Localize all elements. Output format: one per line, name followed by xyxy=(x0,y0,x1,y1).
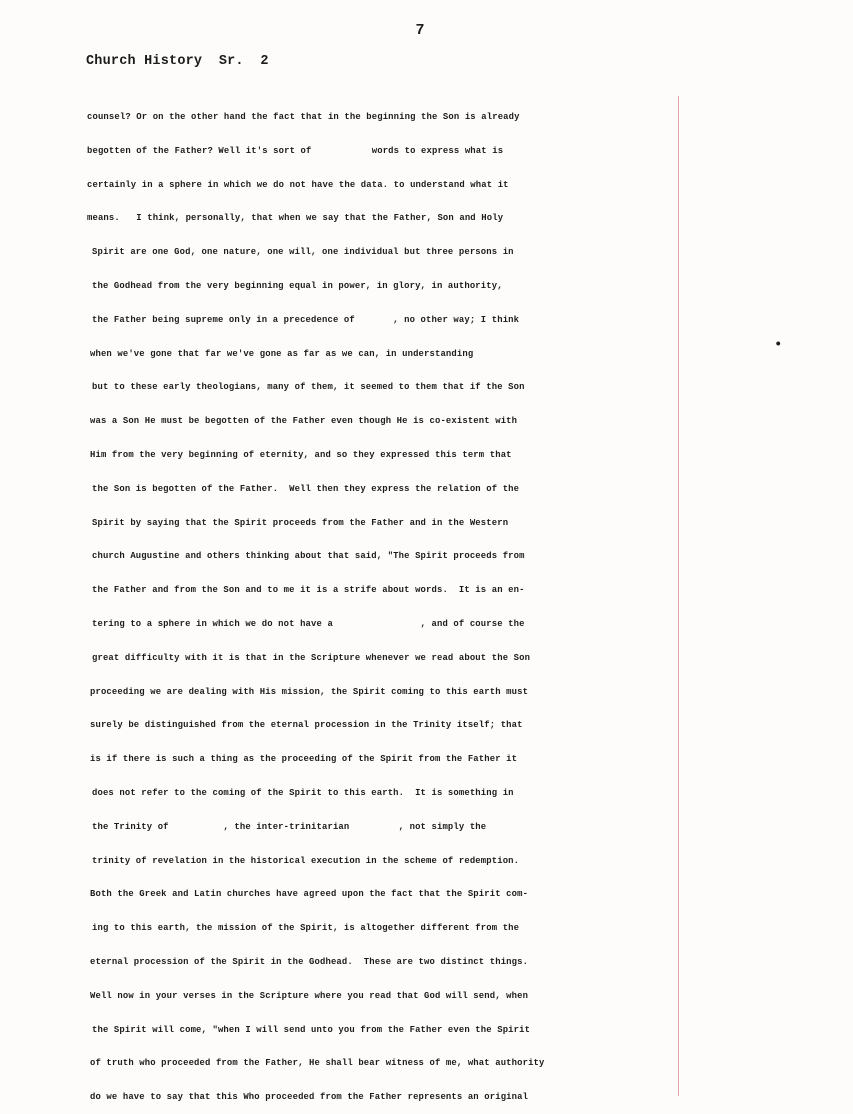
text-line: Both the Greek and Latin churches have agreed upon the fact that the Spirit com- xyxy=(90,889,529,900)
text-line: Spirit are one God, one nature, one will, one individual but three persons in xyxy=(92,247,514,258)
text-line: was a Son He must be begotten of the Father even though He is co-existent with xyxy=(90,416,518,427)
text-line: church Augustine and others thinking about that said, "The Spirit proceeds from xyxy=(92,551,525,562)
text-line: the Father being supreme only in a precedence of , no other way; I think xyxy=(92,314,520,325)
text-line: proceeding we are dealing with His mission, the Spirit coming to this earth must xyxy=(90,686,529,697)
text-line: the Spirit will come, "when I will send unto you from the Father even the Spirit xyxy=(92,1024,531,1035)
text-line: the Son is begotten of the Father. Well then they express the relation of the xyxy=(92,483,520,494)
text-line: certainly in a sphere in which we do not have the data. to understand what it xyxy=(87,179,509,190)
text-line: does not refer to the coming of the Spirit to this earth. It is something in xyxy=(92,787,514,798)
stray-mark: • xyxy=(774,337,783,353)
text-line: surely be distinguished from the eternal procession in the Trinity itself; that xyxy=(90,720,523,731)
text-line: eternal procession of the Spirit in the Godhead. These are two distinct things. xyxy=(90,956,529,967)
text-line: counsel? Or on the other hand the fact that in the beginning the Son is already xyxy=(87,112,520,122)
body-text xyxy=(0,101,853,1114)
text-line: begotten of the Father? Well it's sort of words to express what is xyxy=(87,145,504,156)
text-line: but to these early theologians, many of them, it seemed to them that if the Son xyxy=(92,382,525,393)
text-line: means. I think, personally, that when we say that the Father, Son and Holy xyxy=(87,213,504,224)
text-line: of truth who proceeded from the Father, He shall bear witness of me, what authority xyxy=(90,1058,545,1069)
text-line: the Father and from the Son and to me it is a strife about words. It is an en- xyxy=(92,585,525,596)
text-line: the Godhead from the very beginning equal in power, in glory, in authority, xyxy=(92,280,503,291)
text-line: Well now in your verses in the Scripture where you read that God will send, when xyxy=(90,990,529,1001)
text-line: Him from the very beginning of eternity, and so they expressed this term that xyxy=(90,449,512,460)
text-line: when we've gone that far we've gone as far as we can, in understanding xyxy=(90,348,474,359)
text-line: do we have to say that this Who proceeded from the Father represents an original xyxy=(90,1092,529,1103)
text-line: trinity of revelation in the historical execution in the scheme of redemption. xyxy=(92,855,520,866)
text-line: ing to this earth, the mission of the Spirit, is altogether different from the xyxy=(92,923,520,934)
text-line: the Trinity of , the inter-trinitarian , not simply the xyxy=(92,821,487,832)
page-number: 7 xyxy=(415,22,425,39)
text-line: great difficulty with it is that in the Scripture whenever we read about the Son xyxy=(92,652,531,663)
text-line: is if there is such a thing as the proceeding of the Spirit from the Father it xyxy=(90,754,518,765)
text-line: tering to a sphere in which we do not have a , and of course the xyxy=(92,618,525,629)
running-head: Church History Sr. 2 xyxy=(86,54,269,69)
text-line: Spirit by saying that the Spirit proceeds from the Father and in the Western xyxy=(92,517,509,528)
